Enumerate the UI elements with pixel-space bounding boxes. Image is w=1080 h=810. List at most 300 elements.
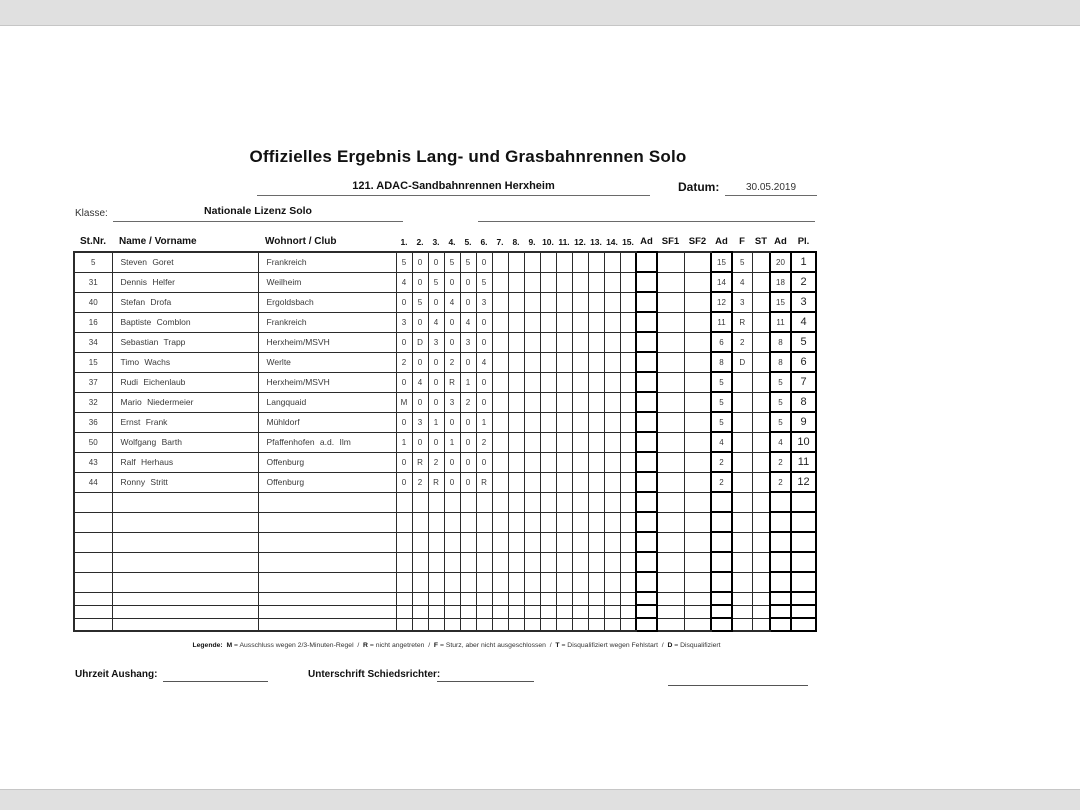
cell-sf2 xyxy=(684,592,711,605)
cell-pl: 7 xyxy=(791,372,816,392)
cell-st xyxy=(752,292,770,312)
cell-sf2 xyxy=(684,292,711,312)
cell-ad3: 11 xyxy=(770,312,791,332)
cell-sf1 xyxy=(657,412,684,432)
cell-heat xyxy=(540,452,556,472)
empty-row xyxy=(74,592,816,605)
cell-st xyxy=(752,605,770,618)
cell-ad1 xyxy=(636,605,657,618)
cell-f: D xyxy=(732,352,752,372)
cell-club: Offenburg xyxy=(258,472,396,492)
empty-row xyxy=(74,605,816,618)
cell-heat: 0 xyxy=(460,292,476,312)
cell-sf2 xyxy=(684,272,711,292)
cell-heat xyxy=(444,618,460,631)
legend-key: D xyxy=(667,642,673,649)
cell-ad1 xyxy=(636,372,657,392)
cell-st xyxy=(752,272,770,292)
cell-ad3: 4 xyxy=(770,432,791,452)
cell-heat xyxy=(428,572,444,592)
cell-heat xyxy=(572,605,588,618)
cell-heat xyxy=(524,618,540,631)
cell-ad1 xyxy=(636,392,657,412)
cell-heat xyxy=(604,472,620,492)
cell-heat: 0 xyxy=(444,272,460,292)
cell-ad1 xyxy=(636,512,657,532)
table-row xyxy=(74,352,816,372)
cell-heat xyxy=(492,272,508,292)
date-value: 30.05.2019 xyxy=(725,182,817,196)
cell-heat xyxy=(620,572,636,592)
cell-heat xyxy=(396,618,412,631)
cell-heat: 0 xyxy=(444,472,460,492)
cell-ad3: 15 xyxy=(770,292,791,312)
cell-heat xyxy=(460,592,476,605)
cell-pl: 3 xyxy=(791,292,816,312)
cell-ad1 xyxy=(636,252,657,272)
cell-heat xyxy=(620,618,636,631)
cell-stnr: 31 xyxy=(74,272,112,292)
table-row xyxy=(74,272,816,292)
cell-f xyxy=(732,412,752,432)
cell-heat xyxy=(588,618,604,631)
cell-ad3: 8 xyxy=(770,332,791,352)
cell-ad3: 5 xyxy=(770,412,791,432)
cell-ad3: 2 xyxy=(770,472,791,492)
empty-row xyxy=(74,572,816,592)
cell-ad2: 11 xyxy=(711,312,732,332)
cell-heat: 2 xyxy=(460,392,476,412)
cell-heat xyxy=(444,532,460,552)
cell-heat: 3 xyxy=(476,292,492,312)
cell-heat xyxy=(492,312,508,332)
table-row xyxy=(74,312,816,332)
cell-sf2 xyxy=(684,512,711,532)
cell-ad3: 8 xyxy=(770,352,791,372)
cell-ad1 xyxy=(636,592,657,605)
cell-heat xyxy=(508,452,524,472)
cell-sf1 xyxy=(657,552,684,572)
cell-st xyxy=(752,452,770,472)
cell-heat xyxy=(524,412,540,432)
cell-name xyxy=(112,512,258,532)
cell-heat: 5 xyxy=(460,252,476,272)
cell-name xyxy=(112,605,258,618)
cell-heat xyxy=(604,605,620,618)
cell-heat: 0 xyxy=(444,452,460,472)
cell-heat: 0 xyxy=(428,292,444,312)
cell-heat xyxy=(492,252,508,272)
cell-ad3: 2 xyxy=(770,452,791,472)
empty-row xyxy=(74,532,816,552)
cell-heat xyxy=(460,552,476,572)
cell-heat xyxy=(604,432,620,452)
cell-stnr xyxy=(74,605,112,618)
cell-ad2 xyxy=(711,618,732,631)
cell-heat: 2 xyxy=(396,352,412,372)
cell-ad2: 5 xyxy=(711,372,732,392)
header-heat: 5. xyxy=(460,231,476,252)
header-heat: 14. xyxy=(604,231,620,252)
header-name: Name / Vorname xyxy=(112,231,258,252)
cell-heat xyxy=(444,492,460,512)
cell-stnr: 50 xyxy=(74,432,112,452)
cell-sf2 xyxy=(684,352,711,372)
cell-ad3 xyxy=(770,552,791,572)
referee-signature-label: Unterschrift Schiedsrichter: xyxy=(308,669,441,680)
cell-heat xyxy=(620,372,636,392)
cell-ad3 xyxy=(770,492,791,512)
cell-st xyxy=(752,592,770,605)
cell-heat xyxy=(620,472,636,492)
cell-heat xyxy=(444,605,460,618)
cell-heat: 0 xyxy=(428,392,444,412)
cell-ad3 xyxy=(770,618,791,631)
cell-ad2 xyxy=(711,592,732,605)
cell-heat: 2 xyxy=(428,452,444,472)
cell-f xyxy=(732,452,752,472)
cell-heat: 0 xyxy=(460,472,476,492)
cell-heat xyxy=(396,492,412,512)
cell-heat xyxy=(508,312,524,332)
cell-heat xyxy=(540,412,556,432)
cell-ad1 xyxy=(636,552,657,572)
legend-key: F xyxy=(433,642,439,649)
cell-heat xyxy=(572,372,588,392)
cell-heat xyxy=(492,372,508,392)
cell-heat xyxy=(556,452,572,472)
cell-heat: 2 xyxy=(444,352,460,372)
cell-name xyxy=(112,532,258,552)
cell-sf1 xyxy=(657,512,684,532)
cell-club: Ergoldsbach xyxy=(258,292,396,312)
cell-ad2: 12 xyxy=(711,292,732,312)
cell-heat xyxy=(508,432,524,452)
cell-heat xyxy=(572,512,588,532)
cell-f: 3 xyxy=(732,292,752,312)
cell-ad3 xyxy=(770,512,791,532)
cell-heat: 4 xyxy=(428,312,444,332)
cell-heat xyxy=(508,412,524,432)
cell-heat: 0 xyxy=(476,252,492,272)
cell-heat xyxy=(572,332,588,352)
cell-sf1 xyxy=(657,352,684,372)
table-row xyxy=(74,252,816,272)
header-ad: Ad xyxy=(770,231,791,252)
cell-pl: 1 xyxy=(791,252,816,272)
cell-club: Offenburg xyxy=(258,452,396,472)
cell-heat: 0 xyxy=(444,312,460,332)
cell-heat xyxy=(572,592,588,605)
cell-heat xyxy=(572,352,588,372)
cell-pl xyxy=(791,552,816,572)
cell-ad1 xyxy=(636,292,657,312)
cell-heat: 0 xyxy=(396,472,412,492)
cell-club xyxy=(258,492,396,512)
cell-heat xyxy=(524,552,540,572)
cell-heat: 0 xyxy=(396,292,412,312)
cell-heat xyxy=(540,532,556,552)
cell-heat xyxy=(508,492,524,512)
cell-heat xyxy=(524,512,540,532)
cell-heat xyxy=(540,392,556,412)
cell-ad2: 2 xyxy=(711,452,732,472)
cell-heat xyxy=(588,372,604,392)
cell-heat: 0 xyxy=(476,332,492,352)
cell-heat xyxy=(428,492,444,512)
cell-heat xyxy=(396,532,412,552)
cell-sf1 xyxy=(657,592,684,605)
cell-heat: 0 xyxy=(460,352,476,372)
cell-heat xyxy=(524,532,540,552)
cell-heat xyxy=(508,552,524,572)
cell-heat: 3 xyxy=(396,312,412,332)
cell-st xyxy=(752,372,770,392)
cell-heat xyxy=(620,392,636,412)
cell-heat: 0 xyxy=(412,312,428,332)
cell-sf1 xyxy=(657,618,684,631)
cell-heat xyxy=(524,605,540,618)
legend-label: Legende: xyxy=(192,642,227,649)
cell-heat xyxy=(572,252,588,272)
cell-f xyxy=(732,592,752,605)
cell-name: Stefan Drofa xyxy=(112,292,258,312)
cell-heat xyxy=(492,618,508,631)
cell-sf2 xyxy=(684,452,711,472)
cell-heat: 0 xyxy=(396,412,412,432)
cell-heat xyxy=(540,312,556,332)
cell-heat xyxy=(604,512,620,532)
cell-heat xyxy=(460,532,476,552)
cell-heat xyxy=(620,492,636,512)
cell-heat xyxy=(492,492,508,512)
cell-name xyxy=(112,618,258,631)
cell-heat xyxy=(428,618,444,631)
cell-heat xyxy=(588,605,604,618)
cell-heat xyxy=(572,472,588,492)
cell-club: Weilheim xyxy=(258,272,396,292)
cell-ad1 xyxy=(636,312,657,332)
cell-heat: 3 xyxy=(460,332,476,352)
cell-heat xyxy=(412,552,428,572)
cell-stnr: 43 xyxy=(74,452,112,472)
header-heat: 12. xyxy=(572,231,588,252)
cell-heat xyxy=(428,512,444,532)
cell-heat xyxy=(588,332,604,352)
cell-sf1 xyxy=(657,252,684,272)
cell-heat: M xyxy=(396,392,412,412)
results-table-wrap xyxy=(73,231,817,632)
cell-heat xyxy=(620,432,636,452)
cell-st xyxy=(752,532,770,552)
cell-heat: 0 xyxy=(428,352,444,372)
cell-heat xyxy=(572,572,588,592)
cell-heat xyxy=(588,272,604,292)
cell-heat: 1 xyxy=(476,412,492,432)
cell-club xyxy=(258,592,396,605)
cell-heat xyxy=(476,492,492,512)
cell-name xyxy=(112,552,258,572)
cell-heat: 4 xyxy=(460,312,476,332)
cell-stnr xyxy=(74,592,112,605)
cell-heat xyxy=(556,332,572,352)
cell-heat xyxy=(556,472,572,492)
cell-heat xyxy=(572,392,588,412)
date-label: Datum: xyxy=(678,180,720,194)
cell-heat xyxy=(604,312,620,332)
cell-heat xyxy=(620,532,636,552)
cell-heat xyxy=(604,292,620,312)
results-table-body xyxy=(74,252,816,631)
cell-heat xyxy=(588,512,604,532)
cell-heat xyxy=(556,432,572,452)
cell-heat xyxy=(524,452,540,472)
cell-heat xyxy=(396,592,412,605)
cell-heat xyxy=(620,452,636,472)
cell-sf2 xyxy=(684,412,711,432)
cell-heat xyxy=(492,392,508,412)
cell-heat xyxy=(492,412,508,432)
header-st: ST xyxy=(752,231,770,252)
cell-ad2 xyxy=(711,532,732,552)
cell-ad2 xyxy=(711,512,732,532)
cell-st xyxy=(752,618,770,631)
cell-name: Rudi Eichenlaub xyxy=(112,372,258,392)
cell-heat xyxy=(620,552,636,572)
cell-ad3 xyxy=(770,592,791,605)
cell-sf2 xyxy=(684,472,711,492)
cell-heat xyxy=(524,352,540,372)
cell-heat xyxy=(620,332,636,352)
class-label: Klasse: xyxy=(75,208,108,219)
cell-heat xyxy=(428,532,444,552)
cell-ad3: 18 xyxy=(770,272,791,292)
cell-sf2 xyxy=(684,332,711,352)
cell-sf1 xyxy=(657,472,684,492)
header-pl: Pl. xyxy=(791,231,816,252)
cell-stnr xyxy=(74,618,112,631)
cell-heat xyxy=(572,552,588,572)
cell-ad3: 5 xyxy=(770,392,791,412)
table-row xyxy=(74,452,816,472)
cell-name: Dennis Helfer xyxy=(112,272,258,292)
cell-ad2 xyxy=(711,492,732,512)
cell-heat xyxy=(508,592,524,605)
cell-f xyxy=(732,472,752,492)
cell-st xyxy=(752,392,770,412)
cell-heat xyxy=(556,392,572,412)
cell-heat xyxy=(620,605,636,618)
cell-heat: 1 xyxy=(444,432,460,452)
cell-heat: 4 xyxy=(444,292,460,312)
cell-heat xyxy=(588,392,604,412)
header-heat: 8. xyxy=(508,231,524,252)
cell-heat xyxy=(396,572,412,592)
cell-ad1 xyxy=(636,412,657,432)
cell-name: Ernst Frank xyxy=(112,412,258,432)
cell-heat: 0 xyxy=(476,452,492,472)
cell-heat xyxy=(604,372,620,392)
cell-heat: 0 xyxy=(412,352,428,372)
cell-sf2 xyxy=(684,618,711,631)
cell-heat xyxy=(524,292,540,312)
cell-heat xyxy=(604,412,620,432)
cell-heat xyxy=(540,472,556,492)
cell-heat xyxy=(524,312,540,332)
cell-ad3 xyxy=(770,605,791,618)
cell-heat xyxy=(604,272,620,292)
cell-heat xyxy=(556,592,572,605)
cell-heat xyxy=(492,605,508,618)
cell-f xyxy=(732,572,752,592)
cell-heat xyxy=(492,292,508,312)
cell-heat xyxy=(508,352,524,372)
results-table-header xyxy=(74,231,816,252)
cell-heat xyxy=(524,572,540,592)
cell-heat xyxy=(588,432,604,452)
cell-ad2: 6 xyxy=(711,332,732,352)
cell-heat xyxy=(508,292,524,312)
cell-heat xyxy=(572,432,588,452)
cell-sf1 xyxy=(657,272,684,292)
cell-heat xyxy=(524,592,540,605)
cell-sf1 xyxy=(657,452,684,472)
cell-heat xyxy=(396,605,412,618)
cell-heat xyxy=(620,252,636,272)
cell-pl: 10 xyxy=(791,432,816,452)
cell-heat xyxy=(460,605,476,618)
cell-sf1 xyxy=(657,605,684,618)
cell-ad1 xyxy=(636,432,657,452)
cell-heat xyxy=(540,252,556,272)
cell-heat xyxy=(412,618,428,631)
cell-heat xyxy=(556,252,572,272)
cell-heat xyxy=(444,572,460,592)
cell-st xyxy=(752,472,770,492)
header-ad: Ad xyxy=(711,231,732,252)
cell-heat: 0 xyxy=(460,412,476,432)
cell-heat xyxy=(524,432,540,452)
cell-ad2: 8 xyxy=(711,352,732,372)
cell-heat xyxy=(604,532,620,552)
cell-heat xyxy=(588,592,604,605)
cell-f xyxy=(732,372,752,392)
cell-heat xyxy=(492,332,508,352)
empty-row xyxy=(74,512,816,532)
cell-name: Ronny Stritt xyxy=(112,472,258,492)
cell-heat xyxy=(492,432,508,452)
cell-heat: 0 xyxy=(460,452,476,472)
cell-heat: R xyxy=(444,372,460,392)
cell-ad2: 5 xyxy=(711,412,732,432)
cell-sf1 xyxy=(657,492,684,512)
cell-sf2 xyxy=(684,492,711,512)
cell-pl xyxy=(791,492,816,512)
cell-heat: 0 xyxy=(412,272,428,292)
blank-underline xyxy=(478,205,815,222)
cell-heat xyxy=(540,592,556,605)
cell-st xyxy=(752,492,770,512)
empty-row xyxy=(74,618,816,631)
cell-ad3 xyxy=(770,572,791,592)
cell-pl xyxy=(791,618,816,631)
cell-heat xyxy=(620,412,636,432)
cell-ad2: 14 xyxy=(711,272,732,292)
cell-st xyxy=(752,432,770,452)
cell-heat xyxy=(460,618,476,631)
cell-heat xyxy=(556,512,572,532)
header-heat: 13. xyxy=(588,231,604,252)
